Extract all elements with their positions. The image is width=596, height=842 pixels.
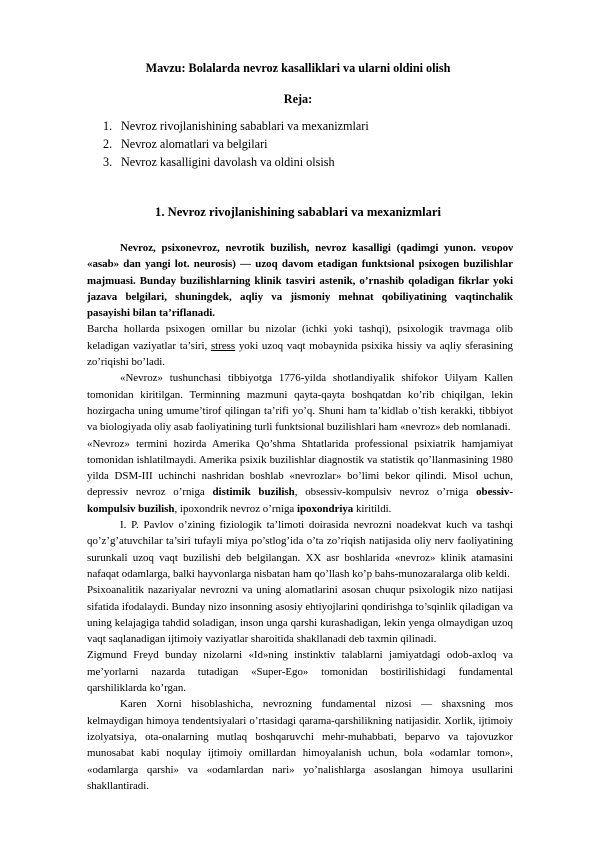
- plan-item: [103, 135, 369, 153]
- term-bold: obessiv-kompulsiv buzilish: [87, 486, 514, 515]
- stress-link[interactable]: stress: [210, 339, 236, 352]
- paragraph-freud: Zigmund Freyd bunday nizolarni «Id»ning instinktiv talablarni jamiyatdagi odob-axloq va me’yorlarni nazarda tutadigan «Super-Ego» tomonidan bostirilishidagi fundamental qarshiliklarda ko’rgan.: [87, 649, 513, 695]
- plan-heading: Reja:: [283, 92, 313, 106]
- section-heading: 1. Nevroz rivojlanishining sabablari va mexanizmlari: [155, 205, 441, 219]
- document-body: [87, 240, 513, 794]
- plan-item-text: Nevroz kasalligini davolash va oldini olsish: [121, 155, 335, 169]
- plan-item: [103, 117, 369, 135]
- plan-item-text: Nevroz alomatlari va belgilari: [121, 137, 268, 151]
- paragraph-history: «Nevroz» tushunchasi tibbiyotga 1776-yilda shotlandiyalik shifokor Uilyam Kallen tomonidan kiritilgan. Terminning mazmuni qayta-qayta boshqatdan ko’rib chiqilgan, lekin hozirgacha uning umume’tirof qilingan ta’rifi yo’q. Shuni ham ta’kidlab o’tish kerakki, tibbiyot va biologiyada oliy asab faoliyatining turli funktsional buzilishlari ham «nevroz» deb nomlanadi.: [87, 372, 513, 434]
- paragraph-psychoanalytic: Psixoanalitik nazariyalar nevrozni va uning alomatlarini asosan chuqur psixologik nizo natijasi sifatida ifodalaydi. Bunday nizo insonning asosiy ehtiyojlarini qondirishga to’sqinlik qiladigan va uning kelajagiga tahdid soladigan, inson unga qarshi kurashadigan, lekin yenga olmaydigan uzoq vaqt saqlanadigan ijtimoiy vaziyatlar sharoitida shakllanadi deb taxmin qilinadi.: [87, 584, 513, 646]
- paragraph-definition: Nevroz, psixonevroz, nevrotik buzilish, nevroz kasalligi (qadimgi yunon. νευρον «asab» dan yangi lot. neurosis) — uzoq davom etadigan funktsional psixogen buzilishlar majmuasi. Bunday buzilishlarning klinik tasviri astenik, o’rnashib qoladigan fikrlar yoki jazava belgilari, shuningdek, aqliy va jismoniy mehnat qobiliyatining vaqtinchalik pasayishi bilan ta’riflanadi.: [87, 242, 513, 320]
- term-bold: distimik buzilish: [212, 486, 295, 499]
- plan-item-number: 1.: [103, 119, 113, 133]
- term-bold: ipoxondriya: [296, 502, 354, 515]
- paragraph-dsm: [87, 436, 513, 517]
- paragraph-causes: [87, 321, 513, 370]
- plan-item-number: 2.: [103, 137, 113, 151]
- paragraph-text: Barcha hollarda psixogen omillar bu nizolar (ichki yoki tashqi), psixologik travmaga olib keladigan vaziyatlar ta’siri,: [87, 323, 513, 352]
- document-title: Mavzu: Bolalarda nevroz kasalliklari va ularni oldini olish: [145, 61, 451, 75]
- plan-list: [103, 117, 369, 171]
- paragraph-horney: Karen Xorni hisoblashicha, nevrozning fundamental nizosi — shaxsning mos kelmaydigan himoya tendentsiyalari o’rtasidagi qarama-qarshilikning natijasidir. Xorlik, ijtimoiy izolyatsiya, ota-onalarning mutlaq boshqaruvchi mehr-muhabbati, beparvo va tajovuzkor munosabat kabi noqulay ijtimoiy omillardan himoyalanish uchun, bola «odamlar tomon», «odamlarga qarshi» va «odamlardan nari» yo’nalishlarga asoslangan himoya usullarini shakllantiradi.: [87, 698, 513, 792]
- paragraph-text: kiritildi.: [353, 502, 392, 515]
- paragraph-text: , obsessiv-kompulsiv nevroz o’rniga: [294, 486, 477, 499]
- plan-item-number: 3.: [103, 155, 113, 169]
- paragraph-text: «Nevroz» termini hozirda Amerika Qo’shma Shtatlarida professional psixiatrik hamjamiyat tomonidan ishlatilmaydi. Amerika psixik buzilishlar diagnostik va statistik qo’llanmasining 1980 yilda DSM-III uchinchi nashridan boshlab «nevrozlar» bo’limi bekor qilindi. Misol uchun, depressiv nevroz o’rniga: [87, 437, 513, 499]
- paragraph-text: , ipoxondrik nevroz o’rniga: [174, 502, 297, 515]
- paragraph-text: yoki uzoq vaqt mobaynida psixika hissiy va aqliy sferasining zo’riqishi bo’ladi.: [87, 339, 513, 369]
- plan-item-text: Nevroz rivojlanishining sabablari va mexanizmlari: [121, 119, 369, 133]
- plan-item: [103, 153, 369, 171]
- paragraph-pavlov: I. P. Pavlov o’zining fiziologik ta’limoti doirasida nevrozni noadekvat kuch va tashqi qo’z’g’atuvchilar ta’siri tufayli miya po’stlog’ida o’ta zo’riqish natijasida oliy nerv faoliyatining surunkali uzoq vaqt buzilishi deb belgilangan. XX asr boshlarida «nevroz» klinik atamasini nafaqat odamlarga, balki hayvonlarga nisbatan ham qo’llash ko’p bahs-munozaralarga olib keldi.: [87, 519, 513, 580]
